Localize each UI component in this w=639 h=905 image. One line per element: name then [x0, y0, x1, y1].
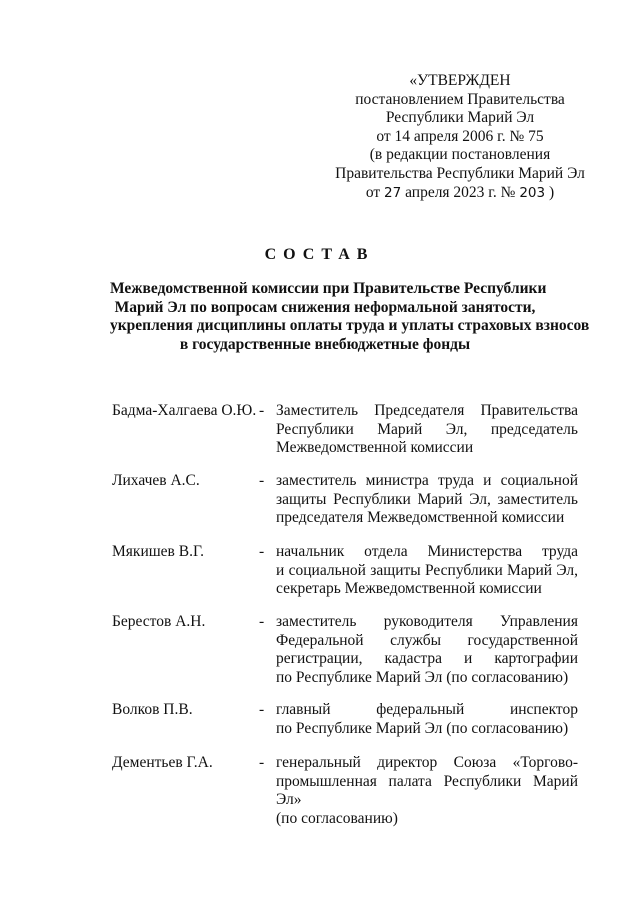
member-row: [112, 613, 578, 701]
approval-line: Правительства Республики Марий Эл: [335, 164, 585, 182]
subtitle-line: Межведомственной комиссии при Правительстве Республики: [110, 280, 547, 297]
member-name: Дементьев Г.А.: [112, 754, 213, 771]
approval-line: (в редакции постановления: [369, 146, 551, 164]
member-role-line: Федеральной службы государственной: [276, 631, 578, 649]
approval-line: от 14 апреля 2006 г. № 75: [376, 127, 544, 145]
member-row: [112, 402, 578, 472]
member-name: Лихачев А.С.: [112, 472, 200, 489]
approval-line: постановлением Правительства: [355, 90, 565, 108]
member-name: Волков П.В.: [112, 701, 193, 718]
member-role-line: регистрации, кадастра и картографии: [276, 650, 578, 668]
member-row: [112, 701, 578, 754]
member-role-line: начальник отдела Министерства труда: [276, 543, 578, 560]
member-role-line: защиты Республики Марий Эл, заместитель: [276, 490, 578, 508]
member-dash: -: [259, 472, 265, 489]
member-role-line: председателя Межведомственной комиссии: [276, 509, 565, 527]
member-role: [276, 472, 578, 528]
member-role-line: секретарь Межведомственной комиссии: [276, 580, 542, 598]
members-list: [112, 402, 578, 827]
subtitle-line: укрепления дисциплины оплаты труда и уплаты страховых взносов: [110, 317, 590, 335]
approval-line: Республики Марий Эл: [385, 109, 535, 127]
member-role-line: заместитель руководителя Управления: [276, 613, 578, 630]
member-name: Бадма-Халгаева О.Ю.: [112, 402, 257, 419]
member-role: [276, 701, 578, 738]
member-role-line: Заместитель Председателя Правительства: [276, 402, 578, 419]
member-role: [276, 613, 578, 687]
member-dash: -: [259, 701, 265, 718]
approval-date-line: [330, 184, 590, 203]
approval-block: [330, 72, 590, 202]
date-middle: апреля 2023 г. №: [405, 183, 516, 201]
member-role-line: главный федеральный инспектор: [276, 701, 578, 718]
page-title: СОСТАВ: [264, 246, 375, 263]
date-prefix: от: [365, 183, 381, 201]
member-role-line: Республики Марий Эл, председатель: [276, 420, 578, 438]
date-suffix: ): [549, 183, 555, 201]
member-row: [112, 754, 578, 827]
member-role: [276, 543, 578, 599]
member-role-line: по Республике Марий Эл (по согласованию): [276, 719, 569, 737]
subtitle-line: Марий Эл по вопросам снижения неформальной занятости,: [114, 298, 536, 316]
member-role-line: и социальной защиты Республики Марий Эл,: [276, 561, 578, 579]
member-row: [112, 543, 578, 613]
member-role: [276, 402, 578, 458]
member-role-line: промышленная палата Республики Марий Эл»: [276, 772, 578, 809]
member-role-line: генеральный директор Союза «Торгово-: [276, 754, 578, 771]
member-dash: -: [259, 613, 265, 630]
member-row: [112, 472, 578, 543]
member-dash: -: [259, 754, 265, 771]
date-day: 27: [384, 184, 402, 201]
member-role-line: заместитель министра труда и социальной: [276, 472, 578, 489]
approval-line: «УТВЕРЖДЕН: [409, 72, 511, 89]
member-role: [276, 754, 578, 828]
date-number: 203: [519, 184, 546, 201]
member-role-line: по Республике Марий Эл (по согласованию): [276, 668, 569, 686]
member-dash: -: [259, 402, 265, 419]
subtitle-line: в государственные внебюджетные фонды: [179, 335, 471, 353]
member-name: Берестов А.Н.: [112, 613, 206, 630]
member-role-line: Межведомственной комиссии: [276, 439, 474, 457]
member-role-line: (по согласованию): [276, 809, 398, 827]
member-name: Мякишев В.Г.: [112, 543, 205, 560]
page-subtitle: [110, 280, 590, 354]
member-dash: -: [259, 543, 265, 560]
